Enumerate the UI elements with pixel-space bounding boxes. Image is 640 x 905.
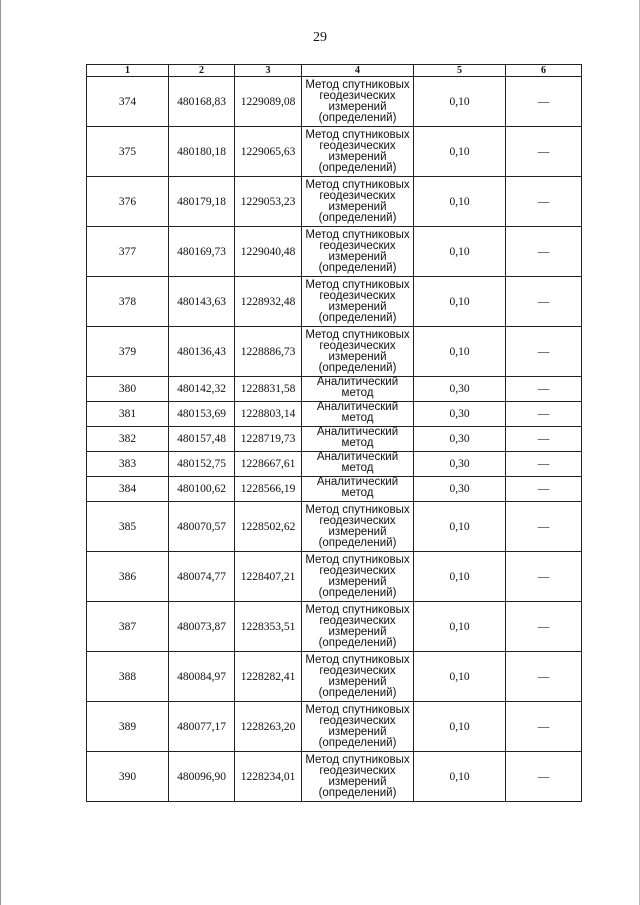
point-number-cell: 384 bbox=[87, 477, 169, 502]
note-cell: — bbox=[506, 327, 582, 377]
note-cell: — bbox=[506, 277, 582, 327]
y-coordinate-cell: 1228353,51 bbox=[235, 602, 302, 652]
table-row bbox=[87, 477, 582, 502]
x-coordinate-cell: 480157,48 bbox=[169, 427, 235, 452]
accuracy-cell: 0,30 bbox=[414, 427, 506, 452]
y-coordinate-cell: 1228803,14 bbox=[235, 402, 302, 427]
table-row bbox=[87, 227, 582, 277]
table-row bbox=[87, 602, 582, 652]
note-cell: — bbox=[506, 477, 582, 502]
point-number-cell: 385 bbox=[87, 502, 169, 552]
y-coordinate-cell: 1229089,08 bbox=[235, 77, 302, 127]
column-header: 4 bbox=[302, 65, 414, 77]
column-header: 3 bbox=[235, 65, 302, 77]
method-cell: Аналитический метод bbox=[302, 402, 414, 427]
y-coordinate-cell: 1228566,19 bbox=[235, 477, 302, 502]
point-number-cell: 383 bbox=[87, 452, 169, 477]
x-coordinate-cell: 480152,75 bbox=[169, 452, 235, 477]
y-coordinate-cell: 1228667,61 bbox=[235, 452, 302, 477]
y-coordinate-cell: 1228886,73 bbox=[235, 327, 302, 377]
point-number-cell: 378 bbox=[87, 277, 169, 327]
accuracy-cell: 0,30 bbox=[414, 452, 506, 477]
point-number-cell: 382 bbox=[87, 427, 169, 452]
point-number-cell: 375 bbox=[87, 127, 169, 177]
x-coordinate-cell: 480084,97 bbox=[169, 652, 235, 702]
x-coordinate-cell: 480073,87 bbox=[169, 602, 235, 652]
accuracy-cell: 0,10 bbox=[414, 752, 506, 802]
table-row bbox=[87, 652, 582, 702]
method-cell: Метод спутниковых геодезических измерений (определений) bbox=[302, 227, 414, 277]
table-row bbox=[87, 377, 582, 402]
point-number-cell: 379 bbox=[87, 327, 169, 377]
column-header: 5 bbox=[414, 65, 506, 77]
table-row bbox=[87, 452, 582, 477]
table-body bbox=[87, 77, 582, 802]
point-number-cell: 380 bbox=[87, 377, 169, 402]
x-coordinate-cell: 480077,17 bbox=[169, 702, 235, 752]
method-cell: Метод спутниковых геодезических измерений (определений) bbox=[302, 602, 414, 652]
x-coordinate-cell: 480143,63 bbox=[169, 277, 235, 327]
y-coordinate-cell: 1229065,63 bbox=[235, 127, 302, 177]
table-row bbox=[87, 277, 582, 327]
x-coordinate-cell: 480074,77 bbox=[169, 552, 235, 602]
point-number-cell: 390 bbox=[87, 752, 169, 802]
y-coordinate-cell: 1228282,41 bbox=[235, 652, 302, 702]
y-coordinate-cell: 1228263,20 bbox=[235, 702, 302, 752]
accuracy-cell: 0,10 bbox=[414, 227, 506, 277]
method-cell: Аналитический метод bbox=[302, 377, 414, 402]
table-header bbox=[87, 65, 582, 77]
method-cell: Метод спутниковых геодезических измерений (определений) bbox=[302, 702, 414, 752]
x-coordinate-cell: 480179,18 bbox=[169, 177, 235, 227]
x-coordinate-cell: 480070,57 bbox=[169, 502, 235, 552]
point-number-cell: 386 bbox=[87, 552, 169, 602]
note-cell: — bbox=[506, 502, 582, 552]
accuracy-cell: 0,30 bbox=[414, 377, 506, 402]
accuracy-cell: 0,10 bbox=[414, 652, 506, 702]
x-coordinate-cell: 480136,43 bbox=[169, 327, 235, 377]
y-coordinate-cell: 1228831,58 bbox=[235, 377, 302, 402]
note-cell: — bbox=[506, 377, 582, 402]
accuracy-cell: 0,10 bbox=[414, 327, 506, 377]
note-cell: — bbox=[506, 602, 582, 652]
point-number-cell: 387 bbox=[87, 602, 169, 652]
x-coordinate-cell: 480153,69 bbox=[169, 402, 235, 427]
table-row bbox=[87, 327, 582, 377]
note-cell: — bbox=[506, 452, 582, 477]
table-row bbox=[87, 77, 582, 127]
note-cell: — bbox=[506, 652, 582, 702]
method-cell: Метод спутниковых геодезических измерений (определений) bbox=[302, 277, 414, 327]
method-cell: Метод спутниковых геодезических измерений (определений) bbox=[302, 127, 414, 177]
y-coordinate-cell: 1228932,48 bbox=[235, 277, 302, 327]
accuracy-cell: 0,30 bbox=[414, 402, 506, 427]
method-cell: Метод спутниковых геодезических измерений (определений) bbox=[302, 77, 414, 127]
table-row bbox=[87, 752, 582, 802]
accuracy-cell: 0,10 bbox=[414, 552, 506, 602]
method-cell: Метод спутниковых геодезических измерений (определений) bbox=[302, 652, 414, 702]
note-cell: — bbox=[506, 127, 582, 177]
x-coordinate-cell: 480142,32 bbox=[169, 377, 235, 402]
x-coordinate-cell: 480180,18 bbox=[169, 127, 235, 177]
y-coordinate-cell: 1228502,62 bbox=[235, 502, 302, 552]
x-coordinate-cell: 480096,90 bbox=[169, 752, 235, 802]
accuracy-cell: 0,10 bbox=[414, 602, 506, 652]
accuracy-cell: 0,10 bbox=[414, 127, 506, 177]
table-row bbox=[87, 702, 582, 752]
scan-edge-left bbox=[0, 0, 1, 905]
point-number-cell: 389 bbox=[87, 702, 169, 752]
point-number-cell: 388 bbox=[87, 652, 169, 702]
coordinates-table bbox=[86, 64, 582, 802]
note-cell: — bbox=[506, 177, 582, 227]
table-row bbox=[87, 427, 582, 452]
method-cell: Аналитический метод bbox=[302, 452, 414, 477]
note-cell: — bbox=[506, 402, 582, 427]
method-cell: Метод спутниковых геодезических измерений (определений) bbox=[302, 502, 414, 552]
point-number-cell: 377 bbox=[87, 227, 169, 277]
table-row bbox=[87, 127, 582, 177]
header-row bbox=[87, 65, 582, 77]
table-row bbox=[87, 502, 582, 552]
y-coordinate-cell: 1228719,73 bbox=[235, 427, 302, 452]
method-cell: Метод спутниковых геодезических измерений (определений) bbox=[302, 752, 414, 802]
accuracy-cell: 0,10 bbox=[414, 277, 506, 327]
point-number-cell: 376 bbox=[87, 177, 169, 227]
method-cell: Аналитический метод bbox=[302, 427, 414, 452]
page-number: 29 bbox=[313, 30, 327, 45]
method-cell: Аналитический метод bbox=[302, 477, 414, 502]
table-row bbox=[87, 402, 582, 427]
note-cell: — bbox=[506, 427, 582, 452]
x-coordinate-cell: 480168,83 bbox=[169, 77, 235, 127]
y-coordinate-cell: 1229040,48 bbox=[235, 227, 302, 277]
column-header: 1 bbox=[87, 65, 169, 77]
x-coordinate-cell: 480100,62 bbox=[169, 477, 235, 502]
column-header: 2 bbox=[169, 65, 235, 77]
method-cell: Метод спутниковых геодезических измерений (определений) bbox=[302, 552, 414, 602]
accuracy-cell: 0,30 bbox=[414, 477, 506, 502]
accuracy-cell: 0,10 bbox=[414, 702, 506, 752]
note-cell: — bbox=[506, 702, 582, 752]
accuracy-cell: 0,10 bbox=[414, 177, 506, 227]
note-cell: — bbox=[506, 227, 582, 277]
table-row bbox=[87, 177, 582, 227]
table-row bbox=[87, 552, 582, 602]
point-number-cell: 374 bbox=[87, 77, 169, 127]
point-number-cell: 381 bbox=[87, 402, 169, 427]
note-cell: — bbox=[506, 77, 582, 127]
y-coordinate-cell: 1229053,23 bbox=[235, 177, 302, 227]
column-header: 6 bbox=[506, 65, 582, 77]
method-cell: Метод спутниковых геодезических измерений (определений) bbox=[302, 327, 414, 377]
method-cell: Метод спутниковых геодезических измерений (определений) bbox=[302, 177, 414, 227]
note-cell: — bbox=[506, 552, 582, 602]
accuracy-cell: 0,10 bbox=[414, 77, 506, 127]
y-coordinate-cell: 1228407,21 bbox=[235, 552, 302, 602]
accuracy-cell: 0,10 bbox=[414, 502, 506, 552]
x-coordinate-cell: 480169,73 bbox=[169, 227, 235, 277]
note-cell: — bbox=[506, 752, 582, 802]
y-coordinate-cell: 1228234,01 bbox=[235, 752, 302, 802]
